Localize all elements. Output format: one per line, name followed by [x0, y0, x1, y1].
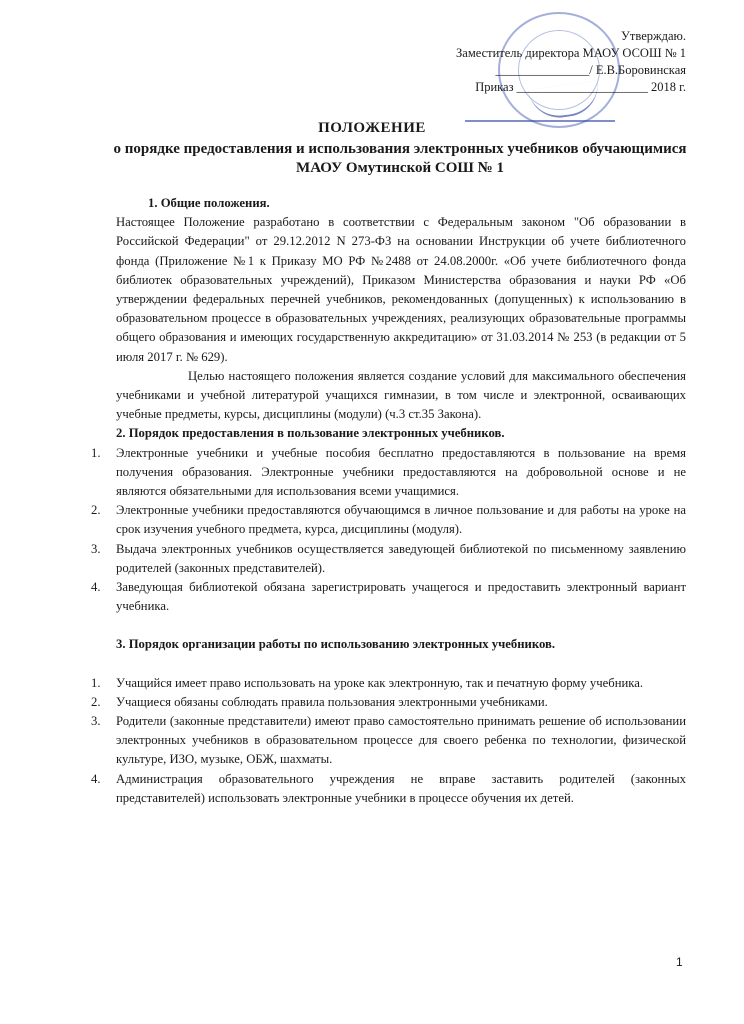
list-item-number: 2. [91, 503, 101, 518]
section-1-paragraph-1: Настоящее Положение разработано в соответствии с Федеральным законом "Об образовании в Российской Федерации" от 29.12.2012 N 273-ФЗ на основании Инструкции об учете библиотечного фонда (Приложение №1 к Приказу МО РФ №2488 от 24.08.2000г. «Об учете библиотечного фонда библиотек образовательных учреждений), Приказом Министерства образования и науки РФ «Об утверждении федеральных перечней учебников, рекомендованных (допущенных) к использованию в образовательном процессе в образовательных учреждениях, реализующих образовательные программы общего образования и имеющих государственную аккредитацию» от 31.03.2014 № 253 (в редакции от 5 июля 2017 г. № 629). [116, 215, 686, 364]
document-title: ПОЛОЖЕНИЕ [318, 120, 426, 136]
list-item-text: Учащиеся обязаны соблюдать правила пользования электронными учебниками. [116, 694, 548, 709]
list-item-number: 3. [91, 541, 101, 556]
list-item-text: Администрация образовательного учреждения не вправе заставить родителей (законных представителей) использовать электронные учебники в процессе обучения их детей. [116, 771, 686, 805]
approval-line-4: Приказ _____________________ 2018 г. [475, 80, 686, 94]
spacer [116, 655, 686, 674]
approval-line-1: Утверждаю. [621, 29, 686, 43]
list-item-text: Электронные учебники и учебные пособия бесплатно предоставляются в пользование на время получения образования. Электронные учебники предоставляются на добровольной основе и не являются обязательными для использования всеми учащимися. [116, 445, 686, 499]
list-item-text: Заведующая библиотекой обязана зарегистрировать учащегося и предоставить электронный вариант учебника. [116, 580, 686, 614]
approval-line-3: _______________/ Е.В.Боровинская [495, 63, 686, 77]
section-3-list [91, 674, 686, 808]
section-2-list [91, 444, 686, 617]
list-item [91, 501, 686, 539]
section-3-heading: 3. Порядок организации работы по использованию электронных учебников. [116, 637, 556, 652]
list-item-number: 2. [91, 694, 101, 709]
list-item [91, 712, 686, 770]
list-item [91, 578, 686, 616]
list-item-number: 4. [91, 580, 101, 595]
document-body [91, 194, 686, 808]
approval-line-2: Заместитель директора МАОУ ОСОШ № 1 [456, 46, 686, 60]
section-2-heading: 2. Порядок предоставления в пользование электронных учебников. [116, 426, 505, 441]
list-item [91, 540, 686, 578]
approval-block [456, 28, 686, 96]
list-item-number: 3. [91, 714, 101, 729]
list-item-text: Выдача электронных учебников осуществляется заведующей библиотекой по письменному заявлению родителей (законных представителей). [116, 541, 686, 575]
list-item [91, 770, 686, 808]
page-number: 1 [676, 955, 683, 969]
list-item-text: Родители (законные представители) имеют право самостоятельно принимать решение об использовании электронных учебников в образовательном процессе для своего ребенка по технологии, физической культуре, ИЗО, музыке, ОБЖ, шахматы. [116, 714, 686, 767]
list-item-number: 1. [91, 675, 101, 690]
spacer [116, 616, 686, 635]
section-1-paragraph-2: Целью настоящего положения является создание условий для максимального обеспечения учебниками и учебной литературой учащихся гимназии, в том числе и электронной, осваивающих учебные предметы, курсы, дисциплины (модули) (ч.3 ст.35 Закона). [116, 368, 686, 422]
list-item [91, 674, 686, 693]
list-item-text: Электронные учебники предоставляются обучающимся в личное пользование и для работы на уроке на срок изучения учебного предмета, курса, дисциплины (модуля). [116, 503, 686, 537]
list-item [91, 693, 686, 712]
document-subtitle: о порядке предоставления и использования электронных учебников обучающимися МАОУ Омутинской СОШ № 1 [113, 141, 687, 176]
list-item-text: Учащийся имеет право использовать на уроке как электронную, так и печатную форму учебника. [116, 675, 644, 690]
list-item-number: 4. [91, 771, 101, 786]
list-item [91, 444, 686, 502]
section-1-heading: 1. Общие положения. [148, 196, 270, 210]
list-item-number: 1. [91, 445, 101, 460]
